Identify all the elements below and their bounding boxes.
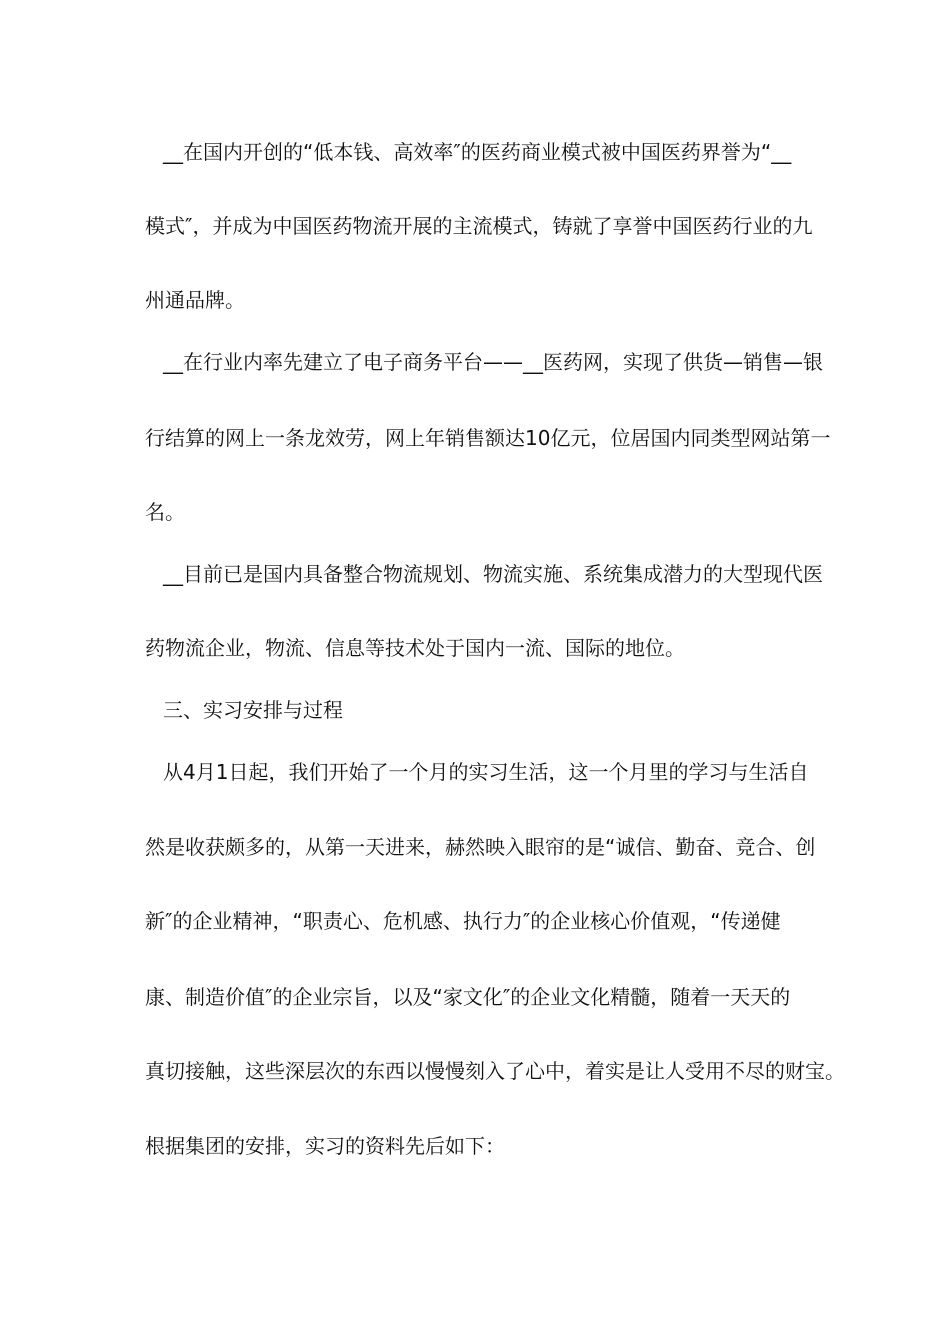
paragraph-4-line-3: 新″的企业精神，“职责心、危机感、执行力″的企业核心价值观，“传递健 <box>145 909 781 933</box>
paragraph-4-line-4: 康、制造价值″的企业宗旨，以及“家文化″的企业文化精髓，随着一天天的 <box>145 985 791 1009</box>
paragraph-3-line-2: 药物流企业，物流、信息等技术处于国内一流、国际的地位。 <box>145 636 685 660</box>
paragraph-4-line-1: 从4月1日起，我们开始了一个月的实习生活，这一个月里的学习与生活自 <box>163 760 809 784</box>
paragraph-1-line-1: __在国内开创的“低本钱、高效率″的医药商业模式被中国医药界誉为“__ <box>163 140 792 164</box>
paragraph-2-line-3: 名。 <box>145 500 185 524</box>
paragraph-5-line-1: 根据集团的安排，实习的资料先后如下： <box>145 1134 505 1158</box>
section-heading: 三、实习安排与过程 <box>163 698 343 722</box>
paragraph-2-line-1: __在行业内率先建立了电子商务平台——__医药网，实现了供货—销售—银 <box>163 350 823 374</box>
paragraph-4-line-5: 真切接触，这些深层次的东西以慢慢刻入了心中，着实是让人受用不尽的财宝。 <box>145 1059 845 1083</box>
paragraph-2-line-2: 行结算的网上一条龙效劳，网上年销售额达10亿元，位居国内同类型网站第一 <box>145 426 831 450</box>
paragraph-1-line-3: 州通品牌。 <box>145 288 245 312</box>
paragraph-3-line-1: __目前已是国内具备整合物流规划、物流实施、系统集成潜力的大型现代医 <box>163 562 823 586</box>
paragraph-1-line-2: 模式″，并成为中国医药物流开展的主流模式，铸就了享誉中国医药行业的九 <box>145 214 813 238</box>
paragraph-4-line-2: 然是收获颇多的，从第一天进来，赫然映入眼帘的是“诚信、勤奋、竞合、创 <box>145 835 816 859</box>
